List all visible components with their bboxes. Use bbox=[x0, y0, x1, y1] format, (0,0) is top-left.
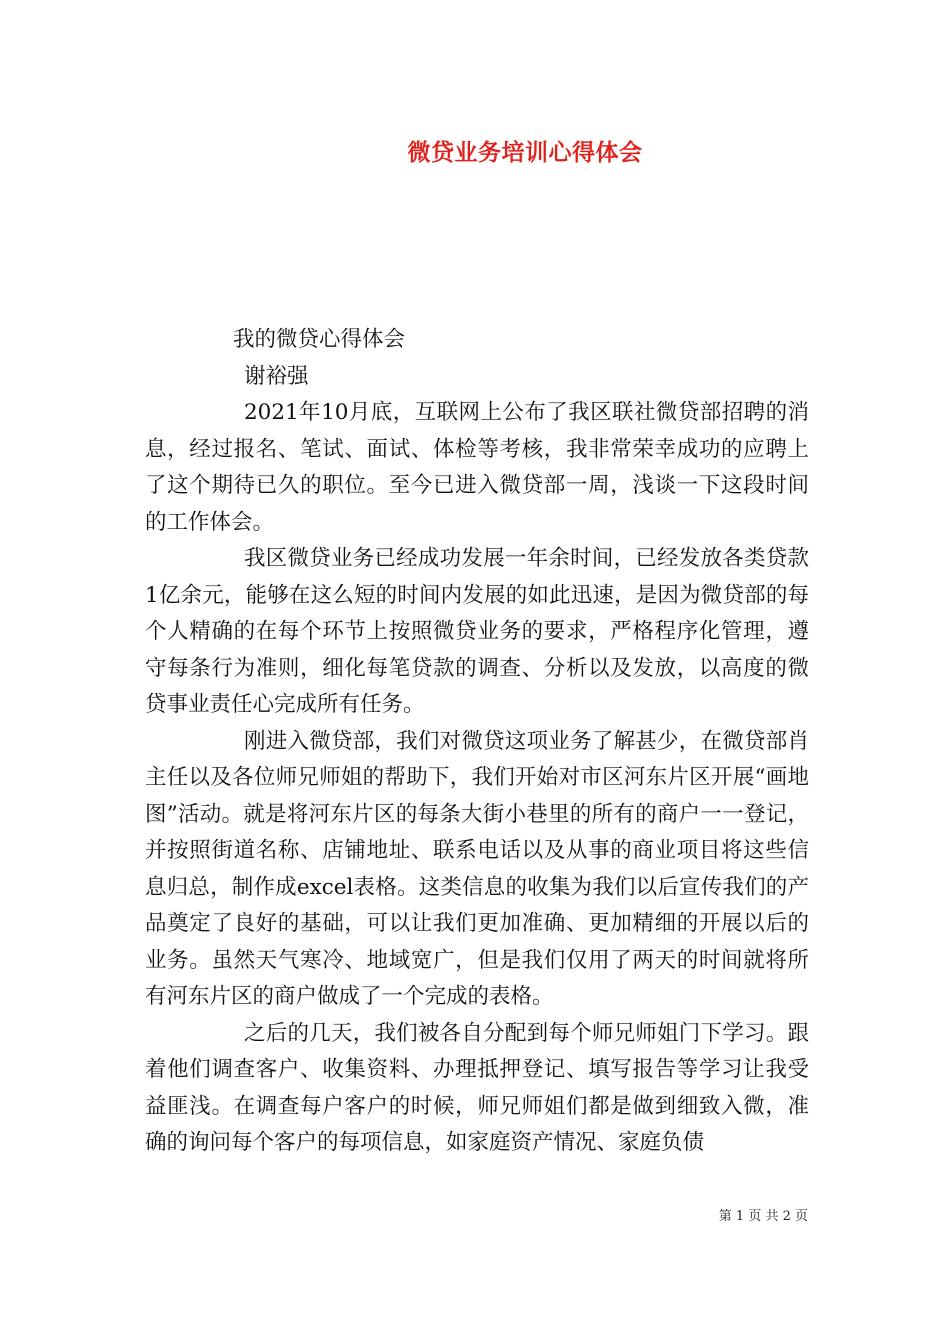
paragraph: 我区微贷业务已经成功发展一年余时间，已经发放各类贷款1亿余元，能够在这么短的时间内发展的如此迅速，是因为微贷部的每个人精确的在每个环节上按照微贷业务的要求，严格程序化管理，遵守每条行为准则，细化每笔贷款的调查、分析以及发放，以高度的微贷事业责任心完成所有任务。 bbox=[145, 546, 809, 717]
document-subtitle: 我的微贷心得体会 bbox=[233, 327, 406, 352]
paragraph: 2021年10月底，互联网上公布了我区联社微贷部招聘的消息，经过报名、笔试、面试、体检等考核，我非常荣幸成功的应聘上了这个期待已久的职位。至今已进入微贷部一周，浅谈一下这段时间的工作体会。 bbox=[145, 400, 809, 535]
document-title: 微贷业务培训心得体会 bbox=[407, 139, 643, 166]
page-number: 第 1 页 共 2 页 bbox=[718, 1209, 808, 1224]
author-name: 谢裕强 bbox=[244, 363, 309, 389]
document-body bbox=[145, 322, 809, 1162]
paragraph: 刚进入微贷部，我们对微贷这项业务了解甚少，在微贷部肖主任以及各位师兄师姐的帮助下，我们开始对市区河东片区开展“画地图”活动。就是将河东片区的每条大街小巷里的所有的商户一一登记，并按照街道名称、店铺地址、联系电话以及从事的商业项目将这些信息归总，制作成excel表格。这类信息的收集为我们以后宣传我们的产品奠定了良好的基础，可以让我们更加准确、更加精细的开展以后的业务。虽然天气寒冷、地域宽广，但是我们仅用了两天的时间就将所有河东片区的商户做成了一个完成的表格。 bbox=[145, 728, 809, 1009]
paragraph: 之后的几天，我们被各自分配到每个师兄师姐门下学习。跟着他们调查客户、收集资料、办理抵押登记、填写报告等学习让我受益匪浅。在调查每户客户的时候，师兄师姐们都是做到细致入微，准确的询问每个客户的每项信息，如家庭资产情况、家庭负债 bbox=[145, 1020, 809, 1155]
